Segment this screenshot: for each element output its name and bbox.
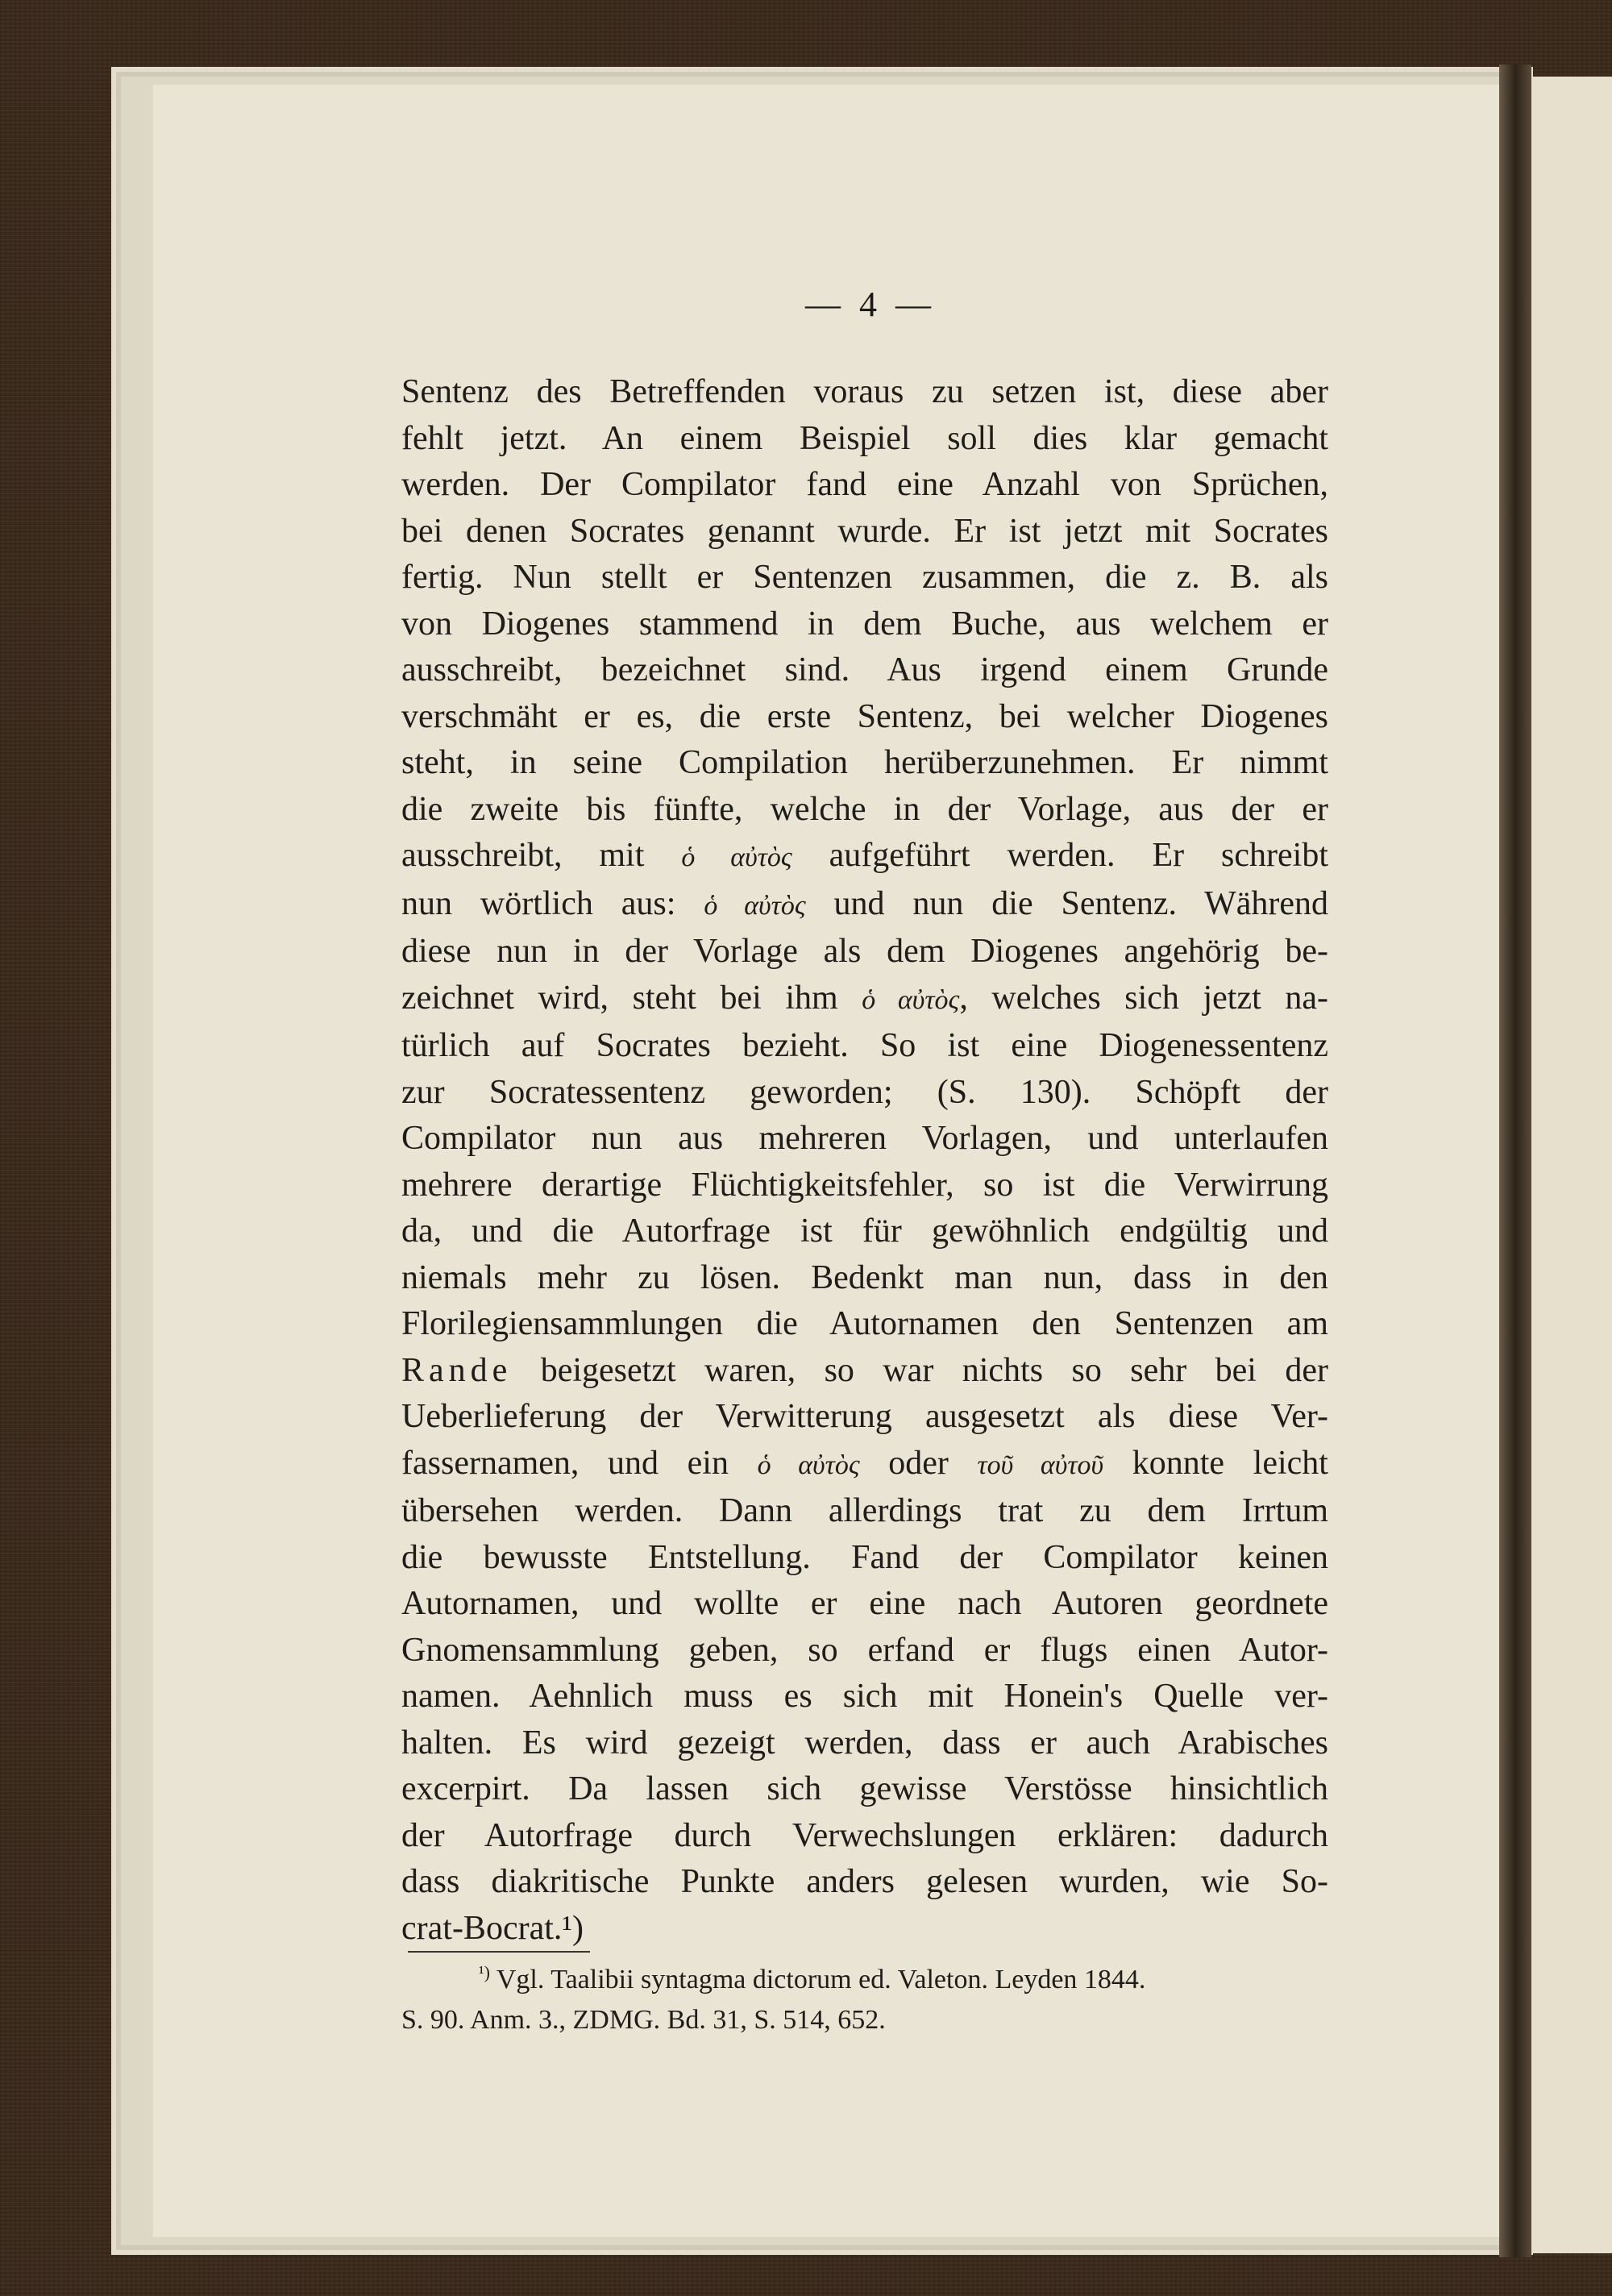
text-segment: werden. Der Compilator fand eine Anzahl von Sprüchen, <box>401 466 1328 503</box>
text-line <box>401 1070 1328 1117</box>
text-line <box>401 369 1328 416</box>
text-line <box>401 1116 1328 1163</box>
text-segment: übersehen werden. Dann allerdings trat zu dem Irrtum <box>401 1492 1328 1529</box>
text-line <box>401 833 1328 881</box>
footnote-marker: ¹) <box>479 1962 490 1982</box>
text-segment: diese nun in der Vorlage als dem Diogenes angehörig be- <box>401 933 1328 970</box>
text-segment: mehrere derartige Flüchtigkeitsfehler, so ist die Verwirrung <box>401 1166 1328 1204</box>
text-line <box>401 647 1328 694</box>
text-segment: und nun die Sentenz. Während <box>805 884 1329 922</box>
text-segment: Autornamen, und wollte er eine nach Autoren geordnete <box>401 1585 1328 1622</box>
text-segment: Florilegiensammlungen die Autornamen den Sentenzen am <box>401 1305 1328 1342</box>
text-segment: der Autorfrage durch Verwechslungen erklären: dadurch <box>401 1816 1328 1854</box>
text-line <box>401 1348 1328 1395</box>
text-line <box>401 1674 1328 1720</box>
text-segment: Compilator nun aus mehreren Vorlagen, und unterlaufen <box>401 1120 1328 1157</box>
greek-phrase: ὁ αὐτὸς <box>757 1450 860 1480</box>
text-segment: niemals mehr zu lösen. Bedenkt man nun, dass in den <box>401 1258 1328 1296</box>
text-segment: ausschreibt, bezeichnet sind. Aus irgend einem Grunde <box>401 651 1328 688</box>
text-segment: Sentenz des Betreffenden voraus zu setzen ist, diese aber <box>401 373 1328 410</box>
page-number: — 4 — <box>805 285 936 324</box>
text-line <box>401 929 1328 975</box>
text-segment: verschmäht er es, die erste Sentenz, bei welcher Diogenes <box>401 697 1328 735</box>
text-segment: beigesetzt waren, so war nichts so sehr bei der <box>512 1351 1328 1389</box>
text-segment: , welches sich jetzt na- <box>959 979 1328 1017</box>
footnote-line-2: S. 90. Anm. 3., ZDMG. Bd. 31, S. 514, 652. <box>401 2005 886 2035</box>
facing-page-edge <box>1531 77 1612 2253</box>
greek-phrase: τοῦ αὐτοῦ <box>977 1450 1104 1480</box>
text-segment: dass diakritische Punkte anders gelesen wurden, wie So- <box>401 1863 1328 1900</box>
text-line <box>401 1581 1328 1628</box>
text-segment: fassernamen, und ein <box>401 1444 758 1482</box>
text-line <box>401 1163 1328 1209</box>
text-line <box>401 1766 1328 1813</box>
greek-phrase: ὁ αὐτὸς <box>862 984 960 1015</box>
text-line <box>401 975 1328 1024</box>
text-line <box>401 881 1328 930</box>
text-segment: die zweite bis fünfte, welche in der Vorlage, aus der er <box>401 790 1328 828</box>
text-line <box>401 1720 1328 1767</box>
book-gutter <box>1499 64 1531 2257</box>
footnote-text-1: Vgl. Taalibii syntagma dictorum ed. Valeton. Leyden 1844. <box>496 1965 1146 1994</box>
text-line <box>401 1255 1328 1302</box>
text-line <box>401 1859 1328 1906</box>
text-line <box>401 1535 1328 1582</box>
text-line <box>401 1441 1328 1489</box>
text-segment: nun wörtlich aus: <box>401 884 704 922</box>
text-segment: fehlt jetzt. An einem Beispiel soll dies klar gemacht <box>401 419 1328 457</box>
text-segment: Gnomensammlung geben, so erfand er flugs einen Autor- <box>401 1631 1328 1669</box>
text-line <box>401 1394 1328 1441</box>
text-line <box>401 1628 1328 1674</box>
text-line <box>401 1208 1328 1255</box>
text-segment: von Diogenes stammend in dem Buche, aus welchem er <box>401 605 1328 643</box>
text-line <box>401 1813 1328 1860</box>
greek-phrase: ὁ αὐτὸς <box>681 842 792 872</box>
footnote <box>401 1953 1328 2040</box>
text-line <box>401 740 1328 787</box>
greek-phrase: ὁ αὐτὸς <box>704 890 806 921</box>
text-line <box>401 1023 1328 1070</box>
text-segment: steht, in seine Compilation herüberzunehmen. Er nimmt <box>401 744 1328 781</box>
text-segment: Ueberlieferung der Verwitterung ausgesetzt als diese Ver- <box>401 1398 1328 1435</box>
text-segment: die bewusste Entstellung. Fand der Compilator keinen <box>401 1538 1328 1576</box>
text-segment: halten. Es wird gezeigt werden, dass er auch Arabisches <box>401 1724 1328 1762</box>
text-segment: aufgeführt werden. Er schreibt <box>791 837 1329 874</box>
text-line <box>401 1906 1328 1953</box>
text-segment: da, und die Autorfrage ist für gewöhnlich endgültig und <box>401 1212 1328 1250</box>
text-line <box>401 1301 1328 1348</box>
text-segment: zeichnet wird, steht bei ihm <box>401 979 862 1017</box>
text-line <box>401 1488 1328 1535</box>
text-line <box>401 416 1328 463</box>
footnote-line-1 <box>401 1953 1328 2000</box>
text-segment: ausschreibt, mit <box>401 837 682 874</box>
text-segment: bei denen Socrates genannt wurde. Er ist jetzt mit Socrates <box>401 512 1328 550</box>
text-segment: crat-Bocrat.¹) <box>401 1909 584 1947</box>
text-segment: namen. Aehnlich muss es sich mit Honein's Quelle ver- <box>401 1678 1328 1715</box>
text-segment: excerpirt. Da lassen sich gewisse Verstösse hinsichtlich <box>401 1770 1328 1807</box>
text-segment: zur Socratessentenz geworden; (S. 130). Schöpft der <box>401 1073 1328 1111</box>
text-segment: oder <box>859 1444 978 1482</box>
text-line <box>401 787 1328 834</box>
text-segment: türlich auf Socrates bezieht. So ist eine Diogenessentenz <box>401 1027 1328 1064</box>
text-segment: konnte leicht <box>1103 1444 1328 1482</box>
text-line <box>401 555 1328 601</box>
spaced-word: Rande <box>401 1351 513 1389</box>
text-line <box>401 694 1328 741</box>
text-segment: fertig. Nun stellt er Sentenzen zusammen, die z. B. als <box>401 559 1328 596</box>
body-text <box>401 369 1328 1952</box>
text-line <box>401 509 1328 555</box>
text-line <box>401 601 1328 648</box>
text-line <box>401 462 1328 509</box>
